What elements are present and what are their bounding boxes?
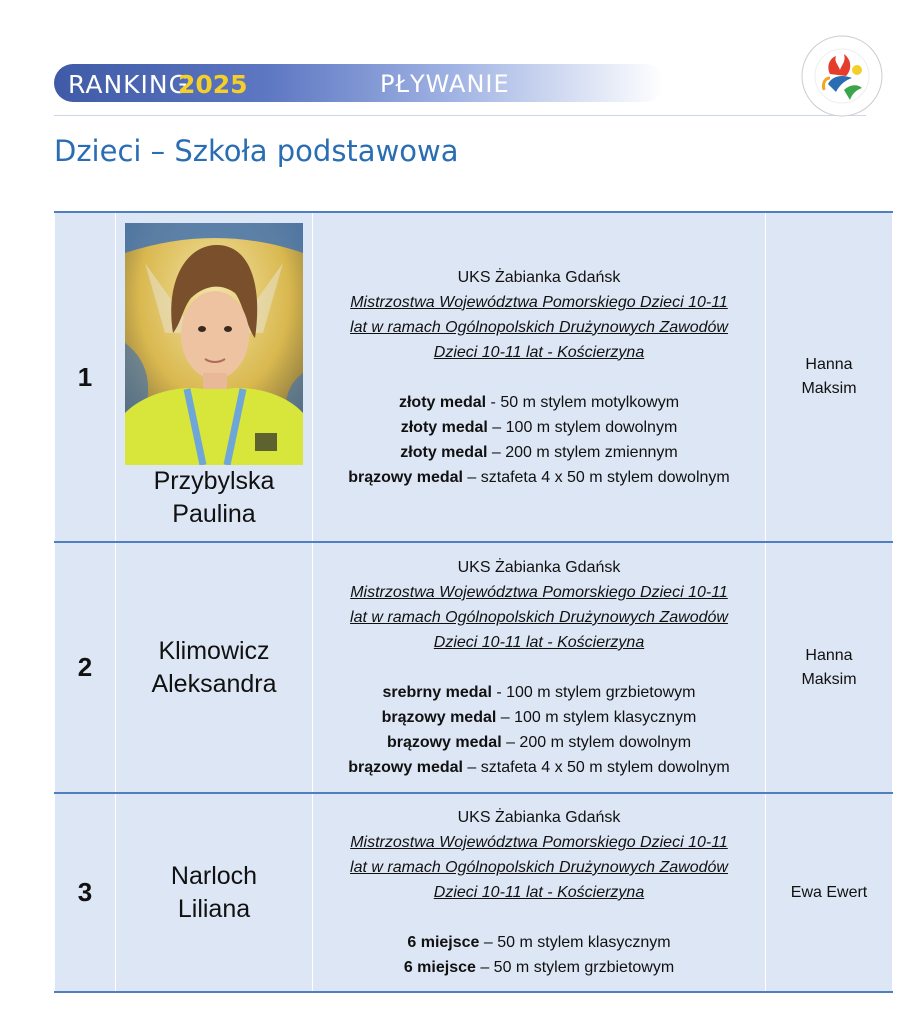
result-detail: – sztafeta 4 x 50 m stylem dowolnym xyxy=(462,759,730,776)
table-row xyxy=(55,212,893,542)
coach-name-line1: Hanna xyxy=(805,356,853,373)
club-name: UKS Żabianka Gdańsk xyxy=(457,559,621,576)
table-row xyxy=(55,542,893,793)
athlete-name-line2: Aleksandra xyxy=(151,669,277,698)
athlete-name-line2: Liliana xyxy=(177,894,251,923)
rank-cell: 3 xyxy=(55,793,116,992)
result-detail: – 50 m stylem grzbietowym xyxy=(475,959,675,976)
result-detail: – 100 m stylem dowolnym xyxy=(487,418,678,436)
result-detail: – 100 m stylem klasycznym xyxy=(496,709,697,726)
event-title-line: Dzieci 10-11 lat - Kościerzyna xyxy=(433,884,645,901)
medal-label: srebrny medal xyxy=(382,684,492,701)
athlete-name-line1: Narloch xyxy=(170,861,258,890)
result-line xyxy=(313,755,765,780)
result-line xyxy=(313,465,765,490)
medal-label: brązowy medal xyxy=(381,709,497,726)
achievements-cell xyxy=(313,542,766,793)
athlete-name-line2: Paulina xyxy=(172,500,256,528)
club-name: UKS Żabianka Gdańsk xyxy=(457,268,621,286)
result-line xyxy=(313,930,765,955)
coach-name-line1: Hanna xyxy=(805,646,853,664)
header-discipline: PŁYWANIE xyxy=(380,70,510,98)
header-year: 2025 xyxy=(178,70,248,99)
event-title-line: Mistrzostwa Województwa Pomorskiego Dzieci 10-11 xyxy=(350,584,728,601)
coach-name-line2: Maksim xyxy=(801,380,857,397)
event-title-line: Mistrzostwa Województwa Pomorskiego Dzieci 10-11 xyxy=(350,293,728,311)
event-title-line: Dzieci 10-11 lat - Kościerzyna xyxy=(433,634,645,651)
medal-label: 6 miejsce xyxy=(403,959,476,976)
coach-cell xyxy=(766,542,893,793)
event-title-line: lat w ramach Ogólnopolskich Drużynowych Zawodów xyxy=(350,859,728,876)
page-title: Dzieci – Szkoła podstawowa xyxy=(54,134,459,168)
result-detail: - 100 m stylem grzbietowym xyxy=(491,684,696,701)
result-line xyxy=(313,955,765,980)
result-detail: – 200 m stylem zmiennym xyxy=(487,443,678,461)
ranking-table xyxy=(54,211,893,993)
result-line xyxy=(313,440,765,465)
coach-name-line1: Ewa Ewert xyxy=(790,883,868,901)
athlete-name-line1: Przybylska xyxy=(153,467,275,495)
medal-label: brązowy medal xyxy=(348,468,463,486)
result-line xyxy=(313,415,765,440)
coach-cell xyxy=(766,793,893,992)
result-line xyxy=(313,730,765,755)
achievements-cell xyxy=(313,212,766,542)
medal-label: złoty medal xyxy=(400,443,488,461)
medal-label: brązowy medal xyxy=(386,734,502,751)
athlete-name-line1: Klimowicz xyxy=(158,636,270,665)
result-detail: – 50 m stylem klasycznym xyxy=(479,934,671,951)
athlete-cell xyxy=(116,212,313,542)
result-detail: – 200 m stylem dowolnym xyxy=(501,734,692,751)
event-title-line: lat w ramach Ogólnopolskich Drużynowych Zawodów xyxy=(350,609,728,626)
table-row xyxy=(55,793,893,992)
result-detail: - 50 m stylem motylkowym xyxy=(486,393,680,411)
rank-cell: 1 xyxy=(55,212,116,542)
header-divider xyxy=(54,115,866,116)
athlete-photo xyxy=(125,223,303,465)
result-detail: – sztafeta 4 x 50 m stylem dowolnym xyxy=(462,468,730,486)
medal-label: brązowy medal xyxy=(348,759,463,776)
athlete-cell xyxy=(116,542,313,793)
result-line xyxy=(313,705,765,730)
event-title-line: Mistrzostwa Województwa Pomorskiego Dzieci 10-11 xyxy=(350,834,728,851)
athlete-cell xyxy=(116,793,313,992)
header-ranking-label: RANKING xyxy=(68,70,190,99)
coach-name-line2: Maksim xyxy=(801,670,857,688)
achievements-cell xyxy=(313,793,766,992)
rank-cell: 2 xyxy=(55,542,116,793)
medal-label: złoty medal xyxy=(398,393,487,411)
medal-label: złoty medal xyxy=(400,418,488,436)
result-line xyxy=(313,390,765,415)
event-title-line: Dzieci 10-11 lat - Kościerzyna xyxy=(433,343,645,361)
event-title-line: lat w ramach Ogólnopolskich Drużynowych Zawodów xyxy=(350,318,728,336)
result-line xyxy=(313,680,765,705)
school-logo-icon xyxy=(800,34,884,118)
coach-cell xyxy=(766,212,893,542)
medal-label: 6 miejsce xyxy=(407,934,480,951)
club-name: UKS Żabianka Gdańsk xyxy=(457,809,621,826)
